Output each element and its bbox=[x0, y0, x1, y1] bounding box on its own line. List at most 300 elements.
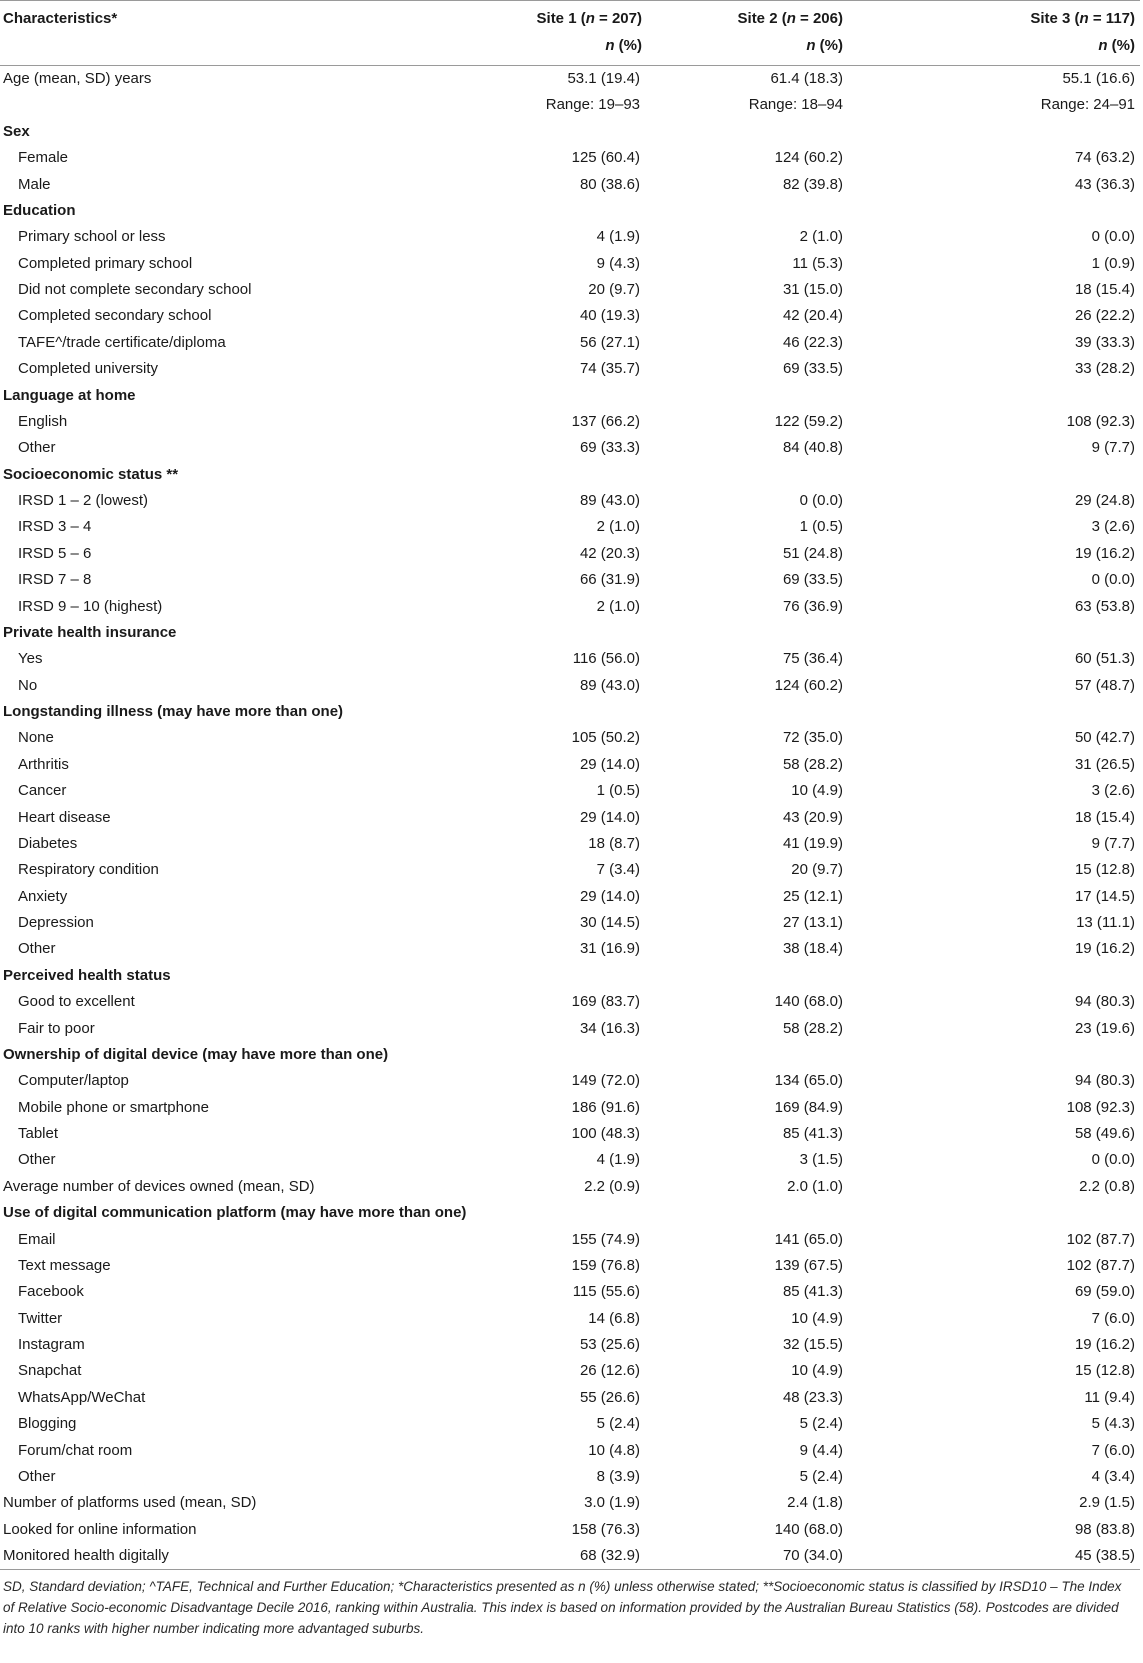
cell-site-1: 115 (55.6) bbox=[572, 1283, 640, 1301]
cell-site-2: 69 (33.5) bbox=[782, 360, 843, 378]
table-row bbox=[0, 435, 1140, 461]
cell-site-2: 58 (28.2) bbox=[782, 755, 843, 773]
cell-site-3: 19 (16.2) bbox=[1074, 940, 1135, 958]
cell-site-1 bbox=[420, 699, 660, 725]
table-row bbox=[0, 725, 1140, 751]
cell-site-3: 98 (83.8) bbox=[1074, 1520, 1135, 1538]
row-label: Did not complete secondary school bbox=[18, 281, 252, 298]
cell-site-1: 7 (3.4) bbox=[596, 861, 640, 879]
table-row bbox=[0, 1358, 1140, 1384]
row-label: Average number of devices owned (mean, SD) bbox=[3, 1177, 315, 1195]
row-label: Looked for online information bbox=[3, 1520, 197, 1538]
cell-site-3 bbox=[930, 963, 1140, 989]
cell-site-3: 23 (19.6) bbox=[1074, 1019, 1135, 1037]
row-label: Completed university bbox=[18, 360, 159, 378]
row-label: Fair to poor bbox=[18, 1019, 95, 1037]
table-row bbox=[0, 1279, 1140, 1305]
cell-site-2: 69 (33.5) bbox=[782, 571, 843, 589]
section-row bbox=[0, 198, 1140, 224]
cell-site-3: 19 (16.2) bbox=[1074, 544, 1135, 562]
cell-site-1: 29 (14.0) bbox=[579, 808, 640, 826]
cell-site-3: 29 (24.8) bbox=[1074, 492, 1135, 509]
table-row bbox=[0, 66, 1140, 93]
header-site-3 bbox=[930, 1, 1140, 32]
table-header bbox=[0, 1, 1140, 66]
row-label: Computer/laptop bbox=[18, 1072, 129, 1090]
table-row bbox=[0, 831, 1140, 857]
cell-site-2: 3 (1.5) bbox=[799, 1151, 843, 1169]
cell-site-3 bbox=[930, 620, 1140, 646]
table-row bbox=[0, 251, 1140, 277]
cell-site-2: 140 (68.0) bbox=[774, 1520, 843, 1538]
cell-site-3: 2.9 (1.5) bbox=[1079, 1494, 1135, 1512]
cell-site-2: 61.4 (18.3) bbox=[770, 70, 843, 87]
row-label: Female bbox=[18, 149, 69, 167]
section-heading: Education bbox=[3, 201, 76, 219]
cell-site-2: 140 (68.0) bbox=[774, 993, 843, 1011]
cell-site-2: 0 (0.0) bbox=[799, 492, 843, 509]
cell-site-3: 1 (0.9) bbox=[1091, 254, 1135, 272]
cell-site-2: 5 (2.4) bbox=[799, 1467, 843, 1485]
table-row bbox=[0, 224, 1140, 250]
cell-site-3 bbox=[930, 462, 1140, 488]
cell-site-1: 2 (1.0) bbox=[596, 518, 640, 536]
cell-site-1: 40 (19.3) bbox=[579, 307, 640, 325]
cell-site-2: 124 (60.2) bbox=[774, 676, 843, 694]
row-label: Twitter bbox=[18, 1309, 63, 1327]
cell-site-1: 53.1 (19.4) bbox=[567, 70, 640, 87]
table-row bbox=[0, 356, 1140, 382]
row-label: IRSD 7 – 8 bbox=[18, 571, 92, 589]
cell-site-2: 58 (28.2) bbox=[782, 1019, 843, 1037]
cell-site-2: Range: 18–94 bbox=[748, 96, 843, 114]
header-site-1 bbox=[420, 1, 660, 32]
cell-site-3: 94 (80.3) bbox=[1074, 1072, 1135, 1090]
cell-site-2 bbox=[660, 198, 930, 224]
table-row bbox=[0, 1332, 1140, 1358]
table-row bbox=[0, 488, 1140, 514]
table-row bbox=[0, 1147, 1140, 1173]
cell-site-2: 9 (4.4) bbox=[799, 1441, 843, 1459]
row-label: Other bbox=[18, 1467, 56, 1485]
cell-site-1 bbox=[420, 1042, 660, 1068]
section-heading: Ownership of digital device (may have more than one) bbox=[3, 1045, 389, 1063]
cell-site-3: 2.2 (0.8) bbox=[1079, 1177, 1135, 1195]
cell-site-2: 1 (0.5) bbox=[799, 518, 843, 536]
section-row bbox=[0, 963, 1140, 989]
cell-site-3: 45 (38.5) bbox=[930, 1543, 1140, 1570]
cell-site-1: 125 (60.4) bbox=[571, 149, 640, 167]
row-label: Completed secondary school bbox=[18, 307, 212, 325]
cell-site-2: 169 (84.9) bbox=[774, 1098, 843, 1116]
cell-site-1 bbox=[420, 383, 660, 409]
cell-site-3: 26 (22.2) bbox=[1074, 307, 1135, 325]
cell-site-2: 43 (20.9) bbox=[782, 808, 843, 826]
cell-site-2: 134 (65.0) bbox=[774, 1072, 843, 1090]
table-row bbox=[0, 752, 1140, 778]
cell-site-3: 4 (3.4) bbox=[1091, 1467, 1135, 1485]
row-label: Respiratory condition bbox=[18, 861, 159, 879]
cell-site-3 bbox=[930, 1200, 1140, 1226]
cell-site-3: 108 (92.3) bbox=[1066, 1098, 1135, 1116]
row-label: No bbox=[18, 676, 38, 694]
header-unit-site-1: n (%) bbox=[420, 31, 660, 66]
table-row bbox=[0, 567, 1140, 593]
cell-site-1 bbox=[420, 620, 660, 646]
cell-site-1: 1 (0.5) bbox=[596, 782, 640, 800]
cell-site-2: 2.0 (1.0) bbox=[787, 1177, 843, 1195]
cell-site-1: 80 (38.6) bbox=[579, 175, 640, 193]
cell-site-2: 51 (24.8) bbox=[782, 544, 843, 562]
cell-site-1: 68 (32.9) bbox=[420, 1543, 660, 1570]
row-label: IRSD 9 – 10 (highest) bbox=[18, 597, 163, 615]
cell-site-3: 15 (12.8) bbox=[1074, 861, 1135, 879]
cell-site-1: 9 (4.3) bbox=[596, 254, 640, 272]
cell-site-2: 85 (41.3) bbox=[782, 1283, 843, 1301]
row-label: Diabetes bbox=[18, 834, 78, 852]
cell-site-1: 26 (12.6) bbox=[579, 1362, 640, 1380]
cell-site-3: 102 (87.7) bbox=[1066, 1256, 1135, 1274]
cell-site-3: 9 (7.7) bbox=[1091, 834, 1135, 852]
cell-site-3: 18 (15.4) bbox=[1074, 281, 1135, 298]
cell-site-2: 48 (23.3) bbox=[782, 1388, 843, 1406]
cell-site-3: 17 (14.5) bbox=[1074, 887, 1135, 905]
cell-site-3: 3 (2.6) bbox=[1091, 782, 1135, 800]
cell-site-3: 7 (6.0) bbox=[1091, 1309, 1135, 1327]
cell-site-1: 105 (50.2) bbox=[571, 729, 640, 747]
cell-site-3: 50 (42.7) bbox=[1074, 729, 1135, 747]
cell-site-2: 70 (34.0) bbox=[660, 1543, 930, 1570]
cell-site-1: 42 (20.3) bbox=[579, 544, 640, 562]
cell-site-1 bbox=[420, 198, 660, 224]
row-label: Instagram bbox=[18, 1336, 85, 1353]
cell-site-1: Range: 19–93 bbox=[545, 96, 640, 114]
row-label: Good to excellent bbox=[18, 993, 135, 1011]
table-row bbox=[0, 172, 1140, 198]
cell-site-1 bbox=[420, 462, 660, 488]
cell-site-3: 18 (15.4) bbox=[1074, 808, 1135, 826]
cell-site-1: 3.0 (1.9) bbox=[584, 1494, 640, 1512]
cell-site-1: 30 (14.5) bbox=[579, 914, 640, 931]
row-label: Snapchat bbox=[18, 1362, 82, 1380]
cell-site-1: 69 (33.3) bbox=[579, 439, 640, 457]
cell-site-2: 42 (20.4) bbox=[782, 307, 843, 325]
cell-site-2 bbox=[660, 620, 930, 646]
cell-site-1: 116 (56.0) bbox=[572, 650, 640, 668]
cell-site-1: 2.2 (0.9) bbox=[584, 1177, 640, 1195]
cell-site-2: 20 (9.7) bbox=[791, 861, 843, 879]
cell-site-1: 34 (16.3) bbox=[579, 1019, 640, 1037]
table-row bbox=[0, 1306, 1140, 1332]
section-row bbox=[0, 119, 1140, 145]
row-label: Heart disease bbox=[18, 808, 111, 826]
cell-site-3: 13 (11.1) bbox=[1076, 914, 1135, 931]
cell-site-2: 10 (4.9) bbox=[791, 1309, 843, 1327]
table-body bbox=[0, 66, 1140, 1570]
row-label: Other bbox=[18, 940, 56, 958]
table-row bbox=[0, 1121, 1140, 1147]
cell-site-3 bbox=[930, 119, 1140, 145]
cell-site-2: 72 (35.0) bbox=[782, 729, 843, 747]
row-label bbox=[0, 92, 420, 118]
cell-site-2 bbox=[660, 1200, 930, 1226]
cell-site-2: 82 (39.8) bbox=[782, 175, 843, 193]
cell-site-2: 85 (41.3) bbox=[782, 1125, 843, 1142]
cell-site-3: 31 (26.5) bbox=[1074, 755, 1135, 773]
header-unit-site-2: n (%) bbox=[660, 31, 930, 66]
section-heading: Longstanding illness (may have more than one) bbox=[3, 703, 344, 720]
section-row bbox=[0, 1200, 1140, 1226]
cell-site-3: 58 (49.6) bbox=[1074, 1125, 1135, 1142]
section-heading: Socioeconomic status ** bbox=[3, 465, 179, 483]
section-heading: Private health insurance bbox=[3, 623, 177, 641]
cell-site-2: 2.4 (1.8) bbox=[787, 1494, 843, 1512]
cell-site-3: 108 (92.3) bbox=[1066, 412, 1135, 430]
cell-site-1 bbox=[420, 119, 660, 145]
cell-site-1: 66 (31.9) bbox=[579, 571, 640, 589]
row-label: Monitored health digitally bbox=[0, 1543, 420, 1570]
cell-site-1: 89 (43.0) bbox=[579, 676, 640, 694]
cell-site-3: 55.1 (16.6) bbox=[1062, 70, 1135, 87]
row-label: Male bbox=[18, 175, 51, 193]
section-heading: Language at home bbox=[3, 386, 136, 404]
cell-site-2: 31 (15.0) bbox=[782, 281, 843, 298]
table-row bbox=[0, 277, 1140, 303]
row-label: IRSD 3 – 4 bbox=[18, 518, 92, 536]
cell-site-1: 186 (91.6) bbox=[571, 1098, 640, 1116]
table-row bbox=[0, 514, 1140, 540]
table-row bbox=[0, 1174, 1140, 1200]
row-label: Forum/chat room bbox=[18, 1441, 133, 1459]
row-label: Facebook bbox=[18, 1283, 84, 1301]
row-label: Other bbox=[18, 439, 56, 457]
table-row bbox=[0, 1095, 1140, 1121]
row-label: Arthritis bbox=[18, 755, 69, 773]
cell-site-3: 9 (7.7) bbox=[1091, 439, 1135, 457]
table-row bbox=[0, 1068, 1140, 1094]
cell-site-2: 41 (19.9) bbox=[782, 834, 843, 852]
cell-site-3: 5 (4.3) bbox=[1091, 1415, 1135, 1433]
table-row bbox=[0, 1411, 1140, 1437]
table-row bbox=[0, 1227, 1140, 1253]
cell-site-3: 57 (48.7) bbox=[1074, 676, 1135, 694]
cell-site-3: 19 (16.2) bbox=[1074, 1336, 1135, 1353]
cell-site-3: 33 (28.2) bbox=[1074, 360, 1135, 378]
cell-site-3: 39 (33.3) bbox=[1074, 333, 1135, 351]
cell-site-3 bbox=[930, 699, 1140, 725]
table-row bbox=[0, 989, 1140, 1015]
header-site-2-label: Site 2 (n = 206) bbox=[737, 10, 843, 27]
cell-site-2: 75 (36.4) bbox=[782, 650, 843, 668]
cell-site-2: 25 (12.1) bbox=[782, 887, 843, 905]
row-label: Anxiety bbox=[18, 887, 68, 905]
cell-site-1 bbox=[420, 963, 660, 989]
cell-site-1: 20 (9.7) bbox=[588, 281, 640, 298]
cell-site-3 bbox=[930, 383, 1140, 409]
cell-site-2: 124 (60.2) bbox=[774, 149, 843, 167]
row-label: Yes bbox=[18, 650, 43, 668]
cell-site-1: 4 (1.9) bbox=[596, 228, 640, 246]
row-label: Number of platforms used (mean, SD) bbox=[3, 1494, 257, 1512]
header-row-2 bbox=[0, 31, 1140, 66]
cell-site-2: 76 (36.9) bbox=[782, 597, 843, 615]
cell-site-3: 15 (12.8) bbox=[1074, 1362, 1135, 1380]
section-row bbox=[0, 383, 1140, 409]
row-label: Other bbox=[18, 1151, 56, 1169]
table-row bbox=[0, 910, 1140, 936]
cell-site-1: 5 (2.4) bbox=[596, 1415, 640, 1433]
cell-site-2: 139 (67.5) bbox=[774, 1256, 843, 1274]
table-row bbox=[0, 646, 1140, 672]
header-unit-site-3: n (%) bbox=[930, 31, 1140, 66]
cell-site-2: 10 (4.9) bbox=[791, 782, 843, 800]
cell-site-1: 74 (35.7) bbox=[579, 360, 640, 378]
cell-site-1: 10 (4.8) bbox=[588, 1441, 640, 1459]
row-label: English bbox=[18, 412, 68, 430]
cell-site-2 bbox=[660, 383, 930, 409]
header-site-3-label: Site 3 (n = 117) bbox=[1030, 10, 1135, 27]
table-row bbox=[0, 673, 1140, 699]
cell-site-3: 60 (51.3) bbox=[1074, 650, 1135, 668]
cell-site-1: 100 (48.3) bbox=[571, 1125, 640, 1142]
cell-site-3: 63 (53.8) bbox=[1074, 597, 1135, 615]
table-row bbox=[0, 1543, 1140, 1570]
cell-site-2: 84 (40.8) bbox=[782, 439, 843, 457]
header-site-2 bbox=[660, 1, 930, 32]
cell-site-1: 158 (76.3) bbox=[571, 1520, 640, 1538]
cell-site-3: 102 (87.7) bbox=[1066, 1230, 1135, 1248]
cell-site-2 bbox=[660, 699, 930, 725]
header-characteristics: Characteristics* bbox=[0, 1, 420, 32]
cell-site-2: 46 (22.3) bbox=[782, 333, 843, 351]
row-label: Blogging bbox=[18, 1415, 77, 1433]
cell-site-1: 14 (6.8) bbox=[588, 1309, 640, 1327]
cell-site-1: 18 (8.7) bbox=[588, 834, 640, 852]
cell-site-1: 56 (27.1) bbox=[579, 333, 640, 351]
table-row bbox=[0, 1490, 1140, 1516]
section-row bbox=[0, 620, 1140, 646]
table-row bbox=[0, 1464, 1140, 1490]
table-row bbox=[0, 778, 1140, 804]
header-blank bbox=[0, 31, 420, 66]
table-row bbox=[0, 409, 1140, 435]
cell-site-1: 149 (72.0) bbox=[571, 1072, 640, 1090]
section-row bbox=[0, 699, 1140, 725]
cell-site-1: 137 (66.2) bbox=[571, 412, 640, 430]
row-label: Tablet bbox=[18, 1125, 59, 1142]
cell-site-1: 53 (25.6) bbox=[579, 1336, 640, 1353]
cell-site-3: 74 (63.2) bbox=[1074, 149, 1135, 167]
row-label: IRSD 5 – 6 bbox=[18, 544, 92, 562]
table-row bbox=[0, 936, 1140, 962]
cell-site-3: 3 (2.6) bbox=[1091, 518, 1135, 536]
row-label: TAFE^/trade certificate/diploma bbox=[18, 333, 226, 351]
table-row bbox=[0, 857, 1140, 883]
table-row bbox=[0, 1016, 1140, 1042]
cell-site-2 bbox=[660, 462, 930, 488]
cell-site-1: 4 (1.9) bbox=[596, 1151, 640, 1169]
cell-site-1: 8 (3.9) bbox=[596, 1467, 640, 1485]
section-row bbox=[0, 1042, 1140, 1068]
cell-site-1: 29 (14.0) bbox=[579, 755, 640, 773]
cell-site-3: 11 (9.4) bbox=[1084, 1388, 1135, 1406]
cell-site-3: 94 (80.3) bbox=[1074, 993, 1135, 1011]
section-row bbox=[0, 462, 1140, 488]
table-row bbox=[0, 303, 1140, 329]
header-site-1-label: Site 1 (n = 207) bbox=[536, 10, 642, 27]
cell-site-3 bbox=[930, 198, 1140, 224]
cell-site-1: 29 (14.0) bbox=[579, 887, 640, 905]
cell-site-1: 2 (1.0) bbox=[596, 597, 640, 615]
header-row-1 bbox=[0, 1, 1140, 32]
cell-site-1: 155 (74.9) bbox=[571, 1230, 640, 1248]
cell-site-2: 122 (59.2) bbox=[774, 412, 843, 430]
cell-site-2 bbox=[660, 119, 930, 145]
cell-site-2: 11 (5.3) bbox=[792, 254, 843, 272]
cell-site-2: 141 (65.0) bbox=[774, 1230, 843, 1248]
table-row bbox=[0, 884, 1140, 910]
row-label: WhatsApp/WeChat bbox=[18, 1388, 146, 1406]
section-heading: Perceived health status bbox=[3, 966, 171, 984]
cell-site-3: 7 (6.0) bbox=[1091, 1441, 1135, 1459]
cell-site-3: Range: 24–91 bbox=[1040, 96, 1135, 114]
table-row bbox=[0, 1253, 1140, 1279]
cell-site-3: 43 (36.3) bbox=[1074, 175, 1135, 193]
table-row bbox=[0, 805, 1140, 831]
section-heading: Use of digital communication platform (may have more than one) bbox=[3, 1204, 467, 1222]
row-label: Primary school or less bbox=[18, 228, 166, 246]
table-row bbox=[0, 92, 1140, 118]
table-footnote: SD, Standard deviation; ^TAFE, Technical and Further Education; *Characteristics presented as n (%) unless otherwise stated; **Socioeconomic status is classified by IRSD10 – The Index of Relative Socio-economic Disadvantage Decile 2016, ranking within Australia. This index is based on information provided by the Australian Bureau Statistics (58). Postcodes are divided into 10 ranks with higher number indicating more advantaged suburbs. bbox=[3, 1579, 1122, 1637]
cell-site-3: 0 (0.0) bbox=[1091, 571, 1135, 589]
cell-site-3: 0 (0.0) bbox=[1091, 1151, 1135, 1169]
row-label: Mobile phone or smartphone bbox=[18, 1098, 209, 1116]
cell-site-2: 2 (1.0) bbox=[799, 228, 843, 246]
cell-site-2: 10 (4.9) bbox=[791, 1362, 843, 1380]
table-row bbox=[0, 1517, 1140, 1543]
cell-site-3: 69 (59.0) bbox=[1074, 1283, 1135, 1301]
row-label: IRSD 1 – 2 (lowest) bbox=[18, 492, 149, 509]
cell-site-3 bbox=[930, 1042, 1140, 1068]
cell-site-2 bbox=[660, 963, 930, 989]
cell-site-2: 5 (2.4) bbox=[799, 1415, 843, 1433]
row-label: Email bbox=[18, 1230, 56, 1248]
cell-site-2: 38 (18.4) bbox=[782, 940, 843, 958]
table-row bbox=[0, 1385, 1140, 1411]
row-label: Cancer bbox=[18, 782, 67, 800]
table-row bbox=[0, 541, 1140, 567]
cell-site-1: 169 (83.7) bbox=[571, 993, 640, 1011]
row-label: Age (mean, SD) years bbox=[3, 70, 152, 87]
cell-site-2: 27 (13.1) bbox=[782, 914, 843, 931]
table-row bbox=[0, 145, 1140, 171]
table-row bbox=[0, 594, 1140, 620]
table-row bbox=[0, 330, 1140, 356]
row-label: Completed primary school bbox=[18, 254, 193, 272]
row-label: Depression bbox=[18, 914, 94, 931]
cell-site-1: 31 (16.9) bbox=[579, 940, 640, 958]
cell-site-1: 159 (76.8) bbox=[571, 1256, 640, 1274]
cell-site-2 bbox=[660, 1042, 930, 1068]
cell-site-3: 0 (0.0) bbox=[1091, 228, 1135, 246]
row-label: None bbox=[18, 729, 54, 747]
cell-site-1: 55 (26.6) bbox=[579, 1388, 640, 1406]
cell-site-1: 89 (43.0) bbox=[579, 492, 640, 509]
row-label: Text message bbox=[18, 1256, 111, 1274]
section-heading: Sex bbox=[3, 122, 30, 140]
cell-site-2: 32 (15.5) bbox=[782, 1336, 843, 1353]
table-row bbox=[0, 1438, 1140, 1464]
